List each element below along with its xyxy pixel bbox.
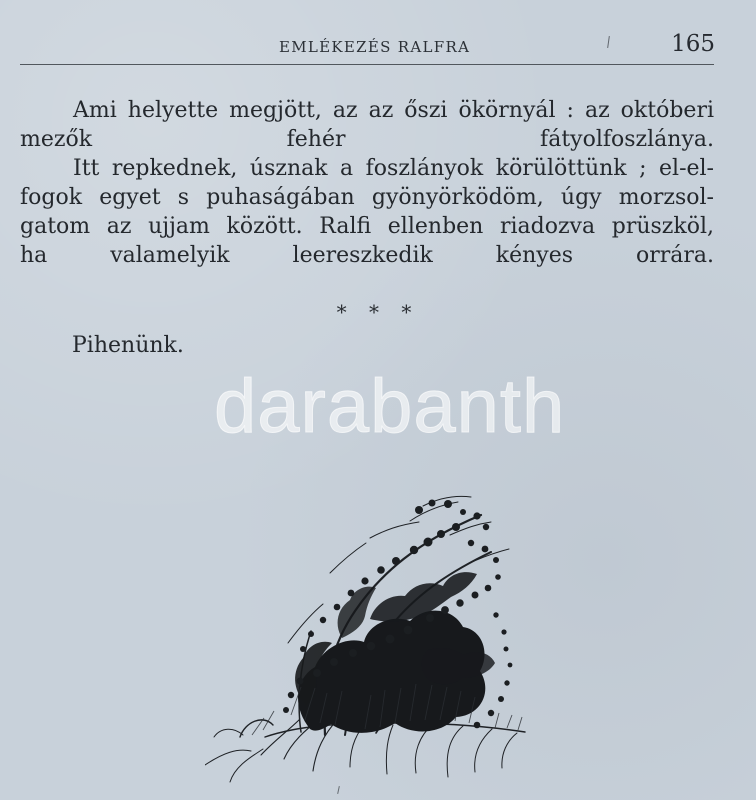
wind-blown-shrub-icon [205,485,535,785]
text-line: mezők fehér fátyolfoszlánya. [20,127,714,152]
header-rule [20,64,714,65]
text-line: Itt repkednek, úsznak a foszlányok körülöttünk ; el-el- [73,156,714,181]
section-divider: * * * [336,300,420,324]
page-number: 165 [671,31,715,57]
paragraph-1 [20,96,714,154]
pencil-mark [337,786,340,794]
text-line: Ami helyette megjött, az az őszi ökörnyál : az októberi [73,98,714,123]
body-text [20,96,714,270]
text-line: fogok egyet s puhaságában gyönyörködöm, úgy morzsol- [20,185,714,210]
paragraph-2 [20,154,714,270]
running-header-title: EMLÉKEZÉS RALFRA [279,38,471,56]
watermark-text: darabanth [214,364,566,449]
closing-line: Pihenünk. [72,333,184,358]
pencil-mark [607,36,610,48]
text-line: gatom az ujjam között. Ralfi ellenben riadozva prüszköl, [20,214,714,239]
text-line: ha valamelyik leereszkedik kényes orrára. [20,243,714,268]
